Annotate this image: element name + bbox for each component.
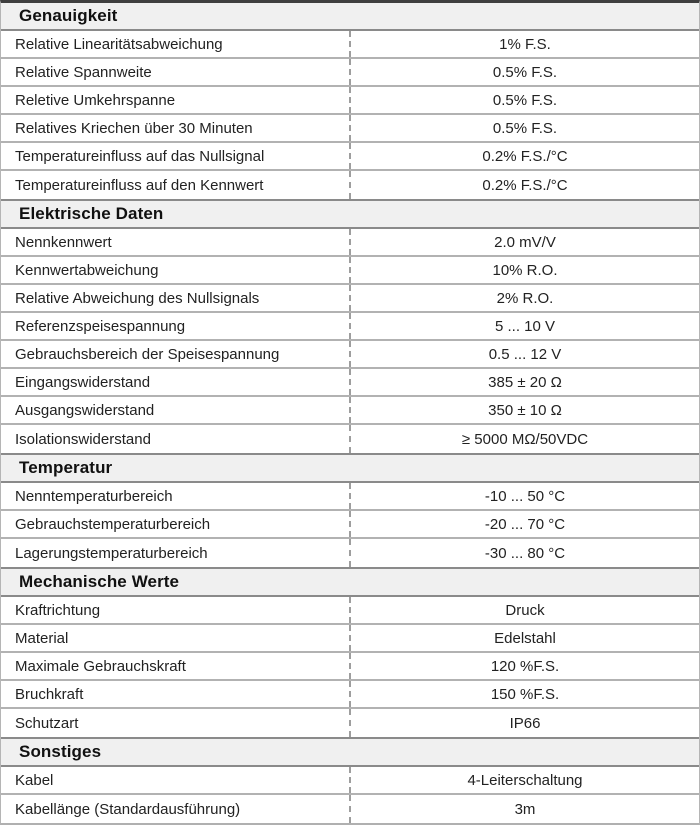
table-row xyxy=(1,397,699,425)
table-row xyxy=(1,625,699,653)
table-row xyxy=(1,709,699,737)
row-label: Relative Abweichung des Nullsignals xyxy=(15,289,260,307)
table-row xyxy=(1,87,699,115)
row-label: Relative Linearitätsabweichung xyxy=(15,35,223,53)
table-row xyxy=(1,285,699,313)
section-header-temperatur: Temperatur xyxy=(1,453,699,483)
row-value: 3m xyxy=(349,795,699,823)
table-row xyxy=(1,795,699,823)
table-row xyxy=(1,31,699,59)
table-row xyxy=(1,171,699,199)
row-label: Relative Spannweite xyxy=(15,63,152,81)
row-label: Ausgangswiderstand xyxy=(15,401,155,419)
table-row xyxy=(1,767,699,795)
row-label: Nennkennwert xyxy=(15,233,112,251)
row-value: -20 ... 70 °C xyxy=(349,511,699,537)
row-label: Temperatureinfluss auf den Kennwert xyxy=(15,176,264,194)
table-row xyxy=(1,511,699,539)
row-value: IP66 xyxy=(349,709,699,737)
section-header-mechanische-werte: Mechanische Werte xyxy=(1,567,699,597)
table-row xyxy=(1,313,699,341)
row-value: -10 ... 50 °C xyxy=(349,483,699,509)
table-row xyxy=(1,229,699,257)
section-header-genauigkeit: Genauigkeit xyxy=(1,3,699,31)
table-row xyxy=(1,143,699,171)
table-row xyxy=(1,257,699,285)
row-label: Referenzspeisespannung xyxy=(15,317,186,335)
row-value: 0.5 ... 12 V xyxy=(349,341,699,367)
row-value: 150 %F.S. xyxy=(349,681,699,707)
row-value: 4-Leiterschaltung xyxy=(349,767,699,793)
row-value: -30 ... 80 °C xyxy=(349,539,699,567)
row-value: 385 ± 20 Ω xyxy=(349,369,699,395)
row-value: 10% R.O. xyxy=(349,257,699,283)
table-row xyxy=(1,653,699,681)
row-label: Bruchkraft xyxy=(15,685,84,703)
row-value: 0.2% F.S./°C xyxy=(349,171,699,199)
section-sonstiges xyxy=(1,737,699,823)
row-value: 0.5% F.S. xyxy=(349,59,699,85)
row-label: Gebrauchstemperaturbereich xyxy=(15,515,211,533)
row-value: 1% F.S. xyxy=(349,31,699,57)
row-label: Gebrauchsbereich der Speisespannung xyxy=(15,345,280,363)
table-row xyxy=(1,681,699,709)
table-row xyxy=(1,483,699,511)
row-value: 120 %F.S. xyxy=(349,653,699,679)
table-row xyxy=(1,369,699,397)
row-label: Isolationswiderstand xyxy=(15,430,151,448)
row-value: 2.0 mV/V xyxy=(349,229,699,255)
row-label: Schutzart xyxy=(15,714,79,732)
row-label: Kabel xyxy=(15,771,54,789)
table-row xyxy=(1,59,699,87)
section-genauigkeit xyxy=(1,3,699,199)
row-label: Kennwertabweichung xyxy=(15,261,159,279)
row-label: Kabellänge (Standardausführung) xyxy=(15,800,241,818)
row-value: 2% R.O. xyxy=(349,285,699,311)
row-value: Edelstahl xyxy=(349,625,699,651)
section-header-sonstiges: Sonstiges xyxy=(1,737,699,767)
row-value: 5 ... 10 V xyxy=(349,313,699,339)
row-label: Temperatureinfluss auf das Nullsignal xyxy=(15,147,265,165)
table-row xyxy=(1,341,699,369)
row-label: Maximale Gebrauchskraft xyxy=(15,657,186,675)
row-label: Kraftrichtung xyxy=(15,601,101,619)
section-mechanische-werte xyxy=(1,567,699,737)
row-label: Material xyxy=(15,629,69,647)
row-label: Nenntemperaturbereich xyxy=(15,487,173,505)
row-value: Druck xyxy=(349,597,699,623)
section-elektrische-daten xyxy=(1,199,699,453)
section-header-elektrische-daten: Elektrische Daten xyxy=(1,199,699,229)
row-value: 0.5% F.S. xyxy=(349,115,699,141)
table-row xyxy=(1,597,699,625)
row-label: Reletive Umkehrspanne xyxy=(15,91,176,109)
section-temperatur xyxy=(1,453,699,567)
row-label: Lagerungstemperaturbereich xyxy=(15,544,208,562)
table-row xyxy=(1,425,699,453)
row-value: 0.5% F.S. xyxy=(349,87,699,113)
table-row xyxy=(1,539,699,567)
row-label: Relatives Kriechen über 30 Minuten xyxy=(15,119,253,137)
row-value: ≥ 5000 MΩ/50VDC xyxy=(349,425,699,453)
row-label: Eingangswiderstand xyxy=(15,373,151,391)
row-value: 0.2% F.S./°C xyxy=(349,143,699,169)
row-value: 350 ± 10 Ω xyxy=(349,397,699,423)
table-row xyxy=(1,115,699,143)
